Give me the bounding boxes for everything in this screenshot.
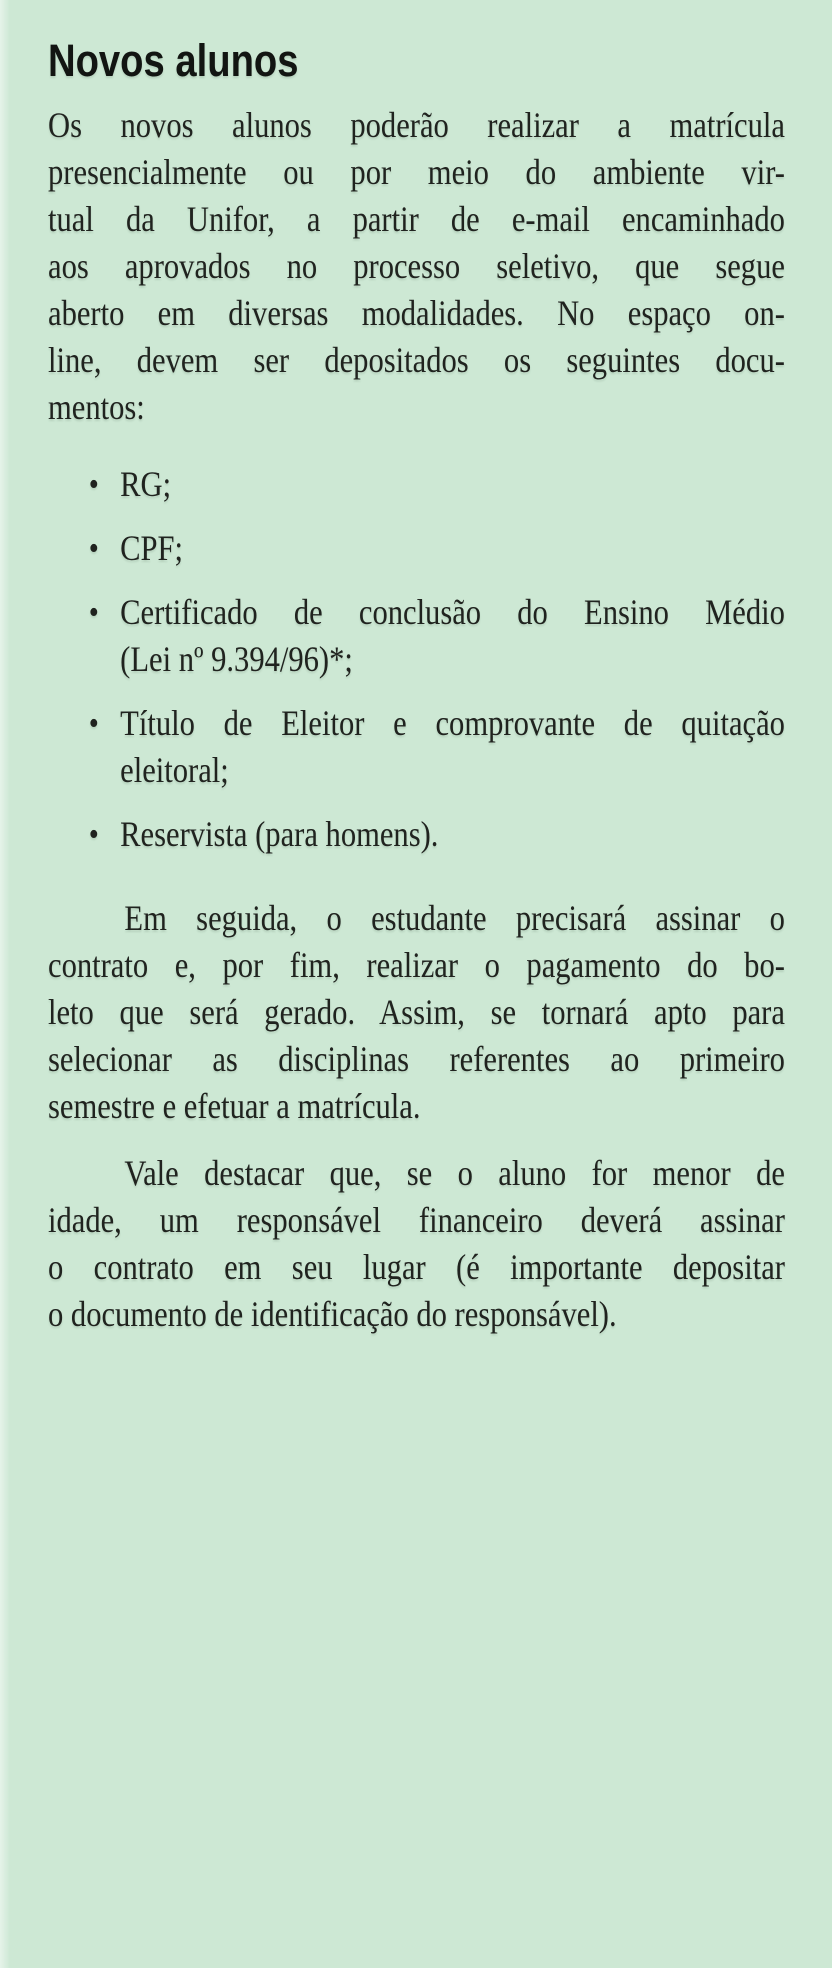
page-edge-highlight (0, 0, 10, 1968)
text-line: aberto em diversas modalidades. No espaço on- (48, 293, 785, 333)
text-line: o documento de identificação do responsável). (48, 1294, 617, 1334)
text-line: line, devem ser depositados os seguintes docu- (48, 340, 785, 380)
bullet-item (48, 700, 785, 794)
bullet-item (48, 589, 785, 683)
bullet-icon: • (88, 530, 99, 567)
text-line: o contrato em seu lugar (é importante depositar (48, 1247, 785, 1287)
text-line: contrato e, por fim, realizar o pagamento do bo- (48, 945, 785, 985)
text-line: idade, um responsável financeiro deverá assinar (48, 1200, 785, 1240)
text-line: Título de Eleitor e comprovante de quitação (120, 703, 785, 743)
text-line: RG; (120, 464, 172, 504)
bullet-icon: • (88, 594, 99, 631)
paragraph-minor (48, 1150, 785, 1338)
text-line: presencialmente ou por meio do ambiente vir- (48, 152, 785, 192)
text-line: selecionar as disciplinas referentes ao primeiro (48, 1039, 785, 1079)
text-line: Certificado de conclusão do Ensino Médio (120, 592, 785, 632)
text-line: Reservista (para homens). (120, 814, 439, 854)
text-line: Os novos alunos poderão realizar a matrícula (48, 105, 785, 145)
text-line: semestre e efetuar a matrícula. (48, 1086, 421, 1126)
text-line: (Lei nº 9.394/96)*; (120, 639, 353, 679)
bullet-icon: • (88, 816, 99, 853)
bullet-item (48, 811, 785, 858)
text-line: Em seguida, o estudante precisará assinar o (124, 898, 785, 938)
text-line: leto que será gerado. Assim, se tornará apto para (48, 992, 785, 1032)
bullet-icon: • (88, 705, 99, 742)
text-line: Vale destacar que, se o aluno for menor de (124, 1153, 785, 1193)
bullet-item (48, 461, 785, 508)
content-column (48, 0, 785, 1338)
text-line: tual da Unifor, a partir de e-mail encaminhado (48, 199, 785, 239)
bullet-icon: • (88, 466, 99, 503)
text-line: aos aprovados no processo seletivo, que segue (48, 246, 785, 286)
section-heading: Novos alunos (48, 35, 299, 86)
paragraph-intro (48, 102, 785, 431)
documents-bullet-list (48, 461, 785, 858)
bullet-item (48, 525, 785, 572)
text-line: CPF; (120, 528, 184, 568)
paragraph-contract (48, 895, 785, 1130)
text-line: eleitoral; (120, 750, 229, 790)
text-line: mentos: (48, 387, 145, 427)
